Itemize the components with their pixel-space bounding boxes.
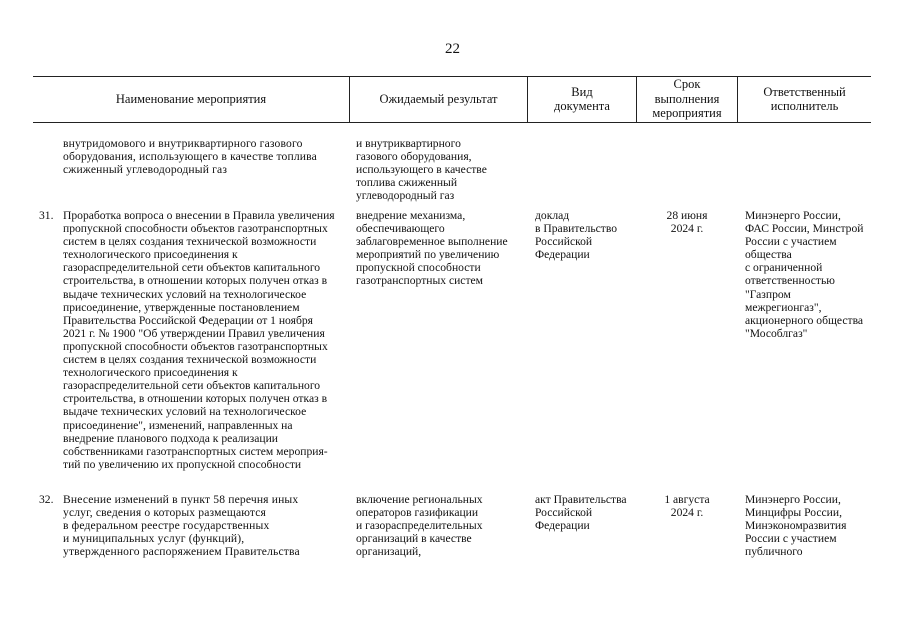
header-col-doc: Вид документа xyxy=(554,84,610,113)
row-doc: акт Правительства Российской Федерации xyxy=(535,493,627,533)
row-name: Внесение изменений в пункт 58 перечня иных услуг, сведения о которых размещаются в федеральном реестре государственных и муниципальных услуг (функций), утвержденного распоряжением Правительства xyxy=(63,493,300,559)
row-term: 1 августа 2024 г. xyxy=(664,493,710,520)
row-number: 32. xyxy=(39,493,54,506)
header-col-result: Ожидаемый результат xyxy=(379,91,498,106)
row-result: внедрение механизма, обеспечивающего заблаговременное выполнение мероприятий по увеличению пропускной способности газотранспортных систем xyxy=(356,209,508,288)
row-responsible: Минэнерго России, ФАС России, Минстрой России с участием общества с ограниченной ответственностью "Газпром межрегионгаз", акционерного общества "Мособлгаз" xyxy=(745,209,864,340)
page-number: 22 xyxy=(445,41,460,57)
row-responsible: Минэнерго России, Минцифры России, Минэкономразвития России с участием публичного xyxy=(745,493,847,559)
row-doc: доклад в Правительство Российской Федерации xyxy=(535,209,618,262)
row-name: Проработка вопроса о внесении в Правила увеличения пропускной способности объектов газотранспортных систем в целях создания технической возможности технологического присоединения к газораспределительной сети объектов капитального строительства, в отношении которых получен отказ в выдаче технических условий на технологическое присоединение, утвержденные постановлением Правительства Российской Федерации от 1 ноября 2021 г. № 1900 "Об утверждении Правил увеличения пропускной способности объектов газотранспортных систем в целях создания технической возможности технологического присоединения к газораспределительной сети объектов капитального строительства, в отношении которых получен отказ в выдаче технических условий на технологическое присоединение", изменений, направленных на внедрение планового подхода к реализации собственниками газотранспортных систем мероприя- тий по увеличению их пропускной способности xyxy=(63,209,335,471)
row-result: и внутриквартирного газового оборудования, использующего в качестве топлива сжиженный углеводородный газ xyxy=(356,137,487,203)
header-bottom-rule xyxy=(33,122,871,123)
row-term: 28 июня 2024 г. xyxy=(666,209,708,236)
row-name: внутридомового и внутриквартирного газового оборудования, использующего в качестве топлива сжиженный углеводородный газ xyxy=(63,137,317,177)
header-col-term: Срок выполнения мероприятия xyxy=(652,77,722,121)
header-col-responsible: Ответственный исполнитель xyxy=(763,84,846,113)
row-result: включение региональных операторов газификации и газораспределительных организаций в качестве организаций, xyxy=(356,493,483,559)
row-number: 31. xyxy=(39,209,54,222)
header-col-name: Наименование мероприятия xyxy=(115,91,267,106)
